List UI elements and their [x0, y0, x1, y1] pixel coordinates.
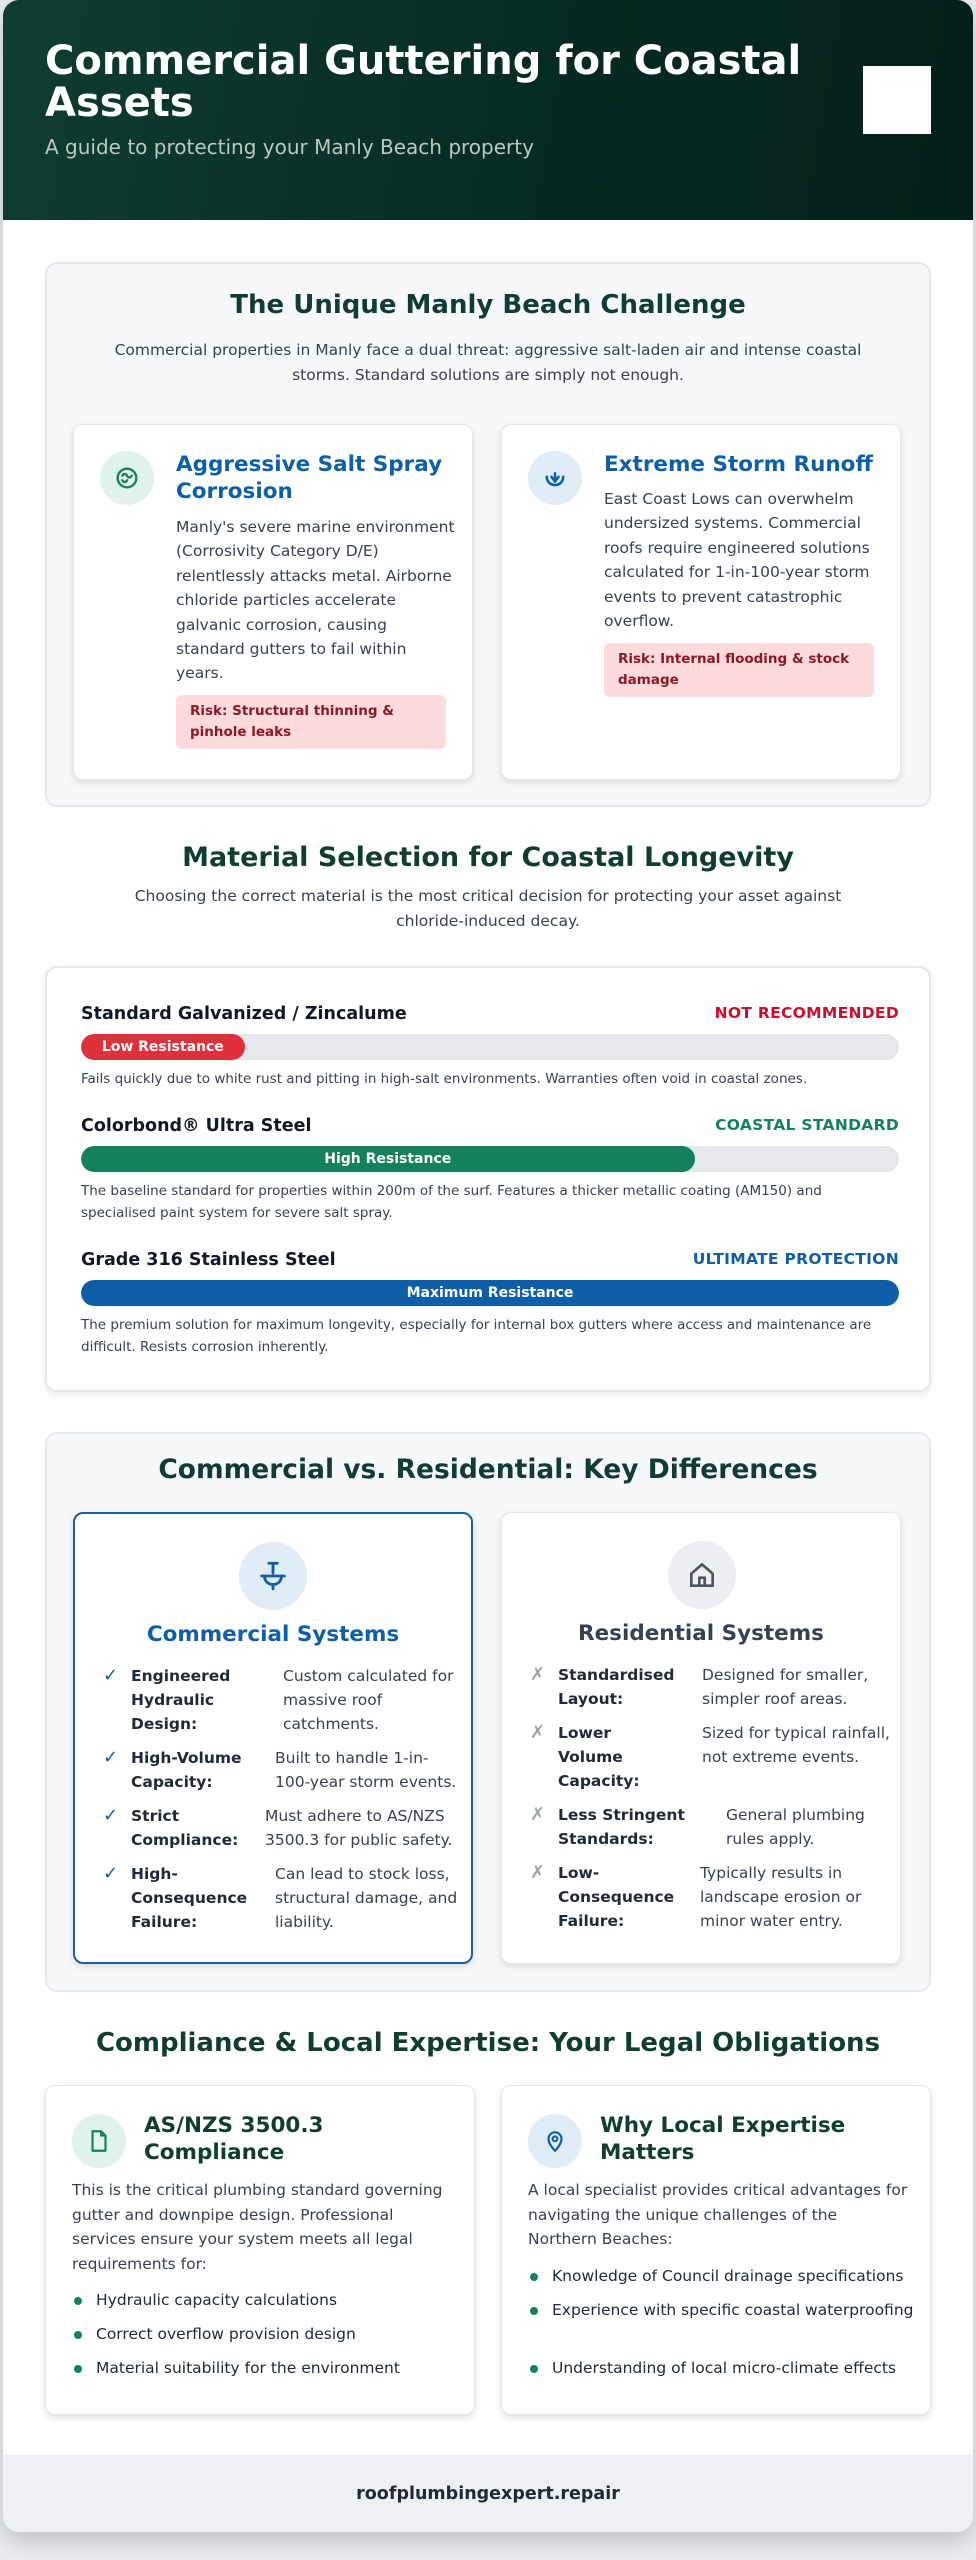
row-label: High-Consequence Failure:	[131, 1865, 248, 1931]
row-label: Engineered Hydraulic Design:	[131, 1667, 231, 1733]
residential-card: Residential Systems ✗ Standardised Layout: Designed for smaller, simpler roof areas. ✗ Lower Volume Capacity: Sized for typical rainfall, not extreme events. ✗ Less Stringent Standards: General plumbing rules apply. ✗ Low-Consequence Failure: Typically results in landscape erosion or minor water entry.	[501, 1512, 901, 1964]
row-label: Low-Consequence Failure:	[558, 1864, 675, 1930]
risk-badge: Risk: Internal flooding & stock damage	[604, 643, 874, 697]
list-item: Hydraulic capacity calculations	[72, 2288, 468, 2313]
row-value: Built to handle 1-in-100-year storm events.	[275, 1749, 457, 1791]
material-desc: The premium solution for maximum longevity, especially for internal box gutters where access and maintenance are difficult. Resists corrosion inherently.	[81, 1317, 872, 1355]
resistance-bar	[81, 1280, 899, 1306]
material-name: Grade 316 Stainless Steel	[81, 1250, 336, 1270]
challenge-card-body: East Coast Lows can overwhelm undersized systems. Commercial roofs require engineered solutions calculated for 1-in-100-year storm events to prevent catastrophic overflow.	[604, 490, 870, 631]
risk-badge: Risk: Structural thinning & pinhole leaks	[176, 695, 446, 749]
row-label: High-Volume Capacity:	[131, 1749, 242, 1791]
list-item: Correct overflow provision design	[72, 2322, 468, 2347]
salt-spray-icon	[100, 451, 154, 505]
commercial-title: Commercial Systems	[146, 1622, 400, 1647]
row-value: Designed for smaller, simpler roof areas.	[702, 1666, 869, 1708]
row-label: Standardised Layout:	[558, 1666, 675, 1708]
row-label: Lower Volume Capacity:	[558, 1724, 640, 1790]
comparison-title: Commercial vs. Residential: Key Differences	[158, 1454, 818, 1485]
resistance-bar-fill: Maximum Resistance	[81, 1280, 899, 1306]
hero-header	[3, 0, 973, 220]
compliance-card-body: A local specialist provides critical advantages for navigating the unique challenges of the Northern Beaches:	[528, 2181, 908, 2248]
footer-site-link[interactable]: roofplumbingexpert.repair	[356, 2483, 620, 2504]
list-item: Knowledge of Council drainage specifications	[528, 2264, 924, 2289]
map-pin-icon	[528, 2114, 582, 2168]
page-subtitle: A guide to protecting your Manly Beach property	[45, 134, 534, 159]
challenge-card-salt	[73, 424, 473, 780]
residential-title: Residential Systems	[578, 1621, 824, 1646]
resistance-bar	[81, 1034, 899, 1060]
material-item	[81, 1116, 899, 1224]
resistance-bar-fill: Low Resistance	[81, 1034, 245, 1060]
row-value: Must adhere to AS/NZS 3500.3 for public safety.	[265, 1807, 453, 1849]
material-item	[81, 1004, 899, 1090]
material-tag: NOT RECOMMENDED	[714, 1004, 899, 1022]
material-desc: Fails quickly due to white rust and pitting in high-salt environments. Warranties often void in coastal zones.	[81, 1071, 808, 1087]
document-icon	[72, 2114, 126, 2168]
challenge-section	[45, 262, 931, 807]
row-value: Can lead to stock loss, structural damage, and liability.	[275, 1865, 458, 1931]
resistance-bar-fill: High Resistance	[81, 1146, 695, 1172]
valve-icon	[239, 1542, 307, 1610]
compliance-card-title: AS/NZS 3500.3 Compliance	[144, 2113, 324, 2165]
commercial-card: Commercial Systems ✓ Engineered Hydraulic Design: Custom calculated for massive roof catchments. ✓ High-Volume Capacity: Built to handle 1-in-100-year storm events. ✓ Strict Compliance: Must adhere to AS/NZS 3500.3 for public safety. ✓ High-Consequence Failure: Can lead to stock loss, structural damage, and liability.	[73, 1512, 473, 1964]
row-label: Less Stringent Standards:	[558, 1806, 685, 1848]
row-value: Custom calculated for massive roof catchments.	[283, 1667, 454, 1733]
page-title: Commercial Guttering for Coastal Assets	[45, 38, 802, 127]
material-name: Standard Galvanized / Zincalume	[81, 1004, 407, 1024]
compliance-card-body: This is the critical plumbing standard governing gutter and downpipe design. Professional services ensure your system meets all legal requirements for:	[72, 2181, 443, 2273]
resistance-bar	[81, 1146, 899, 1172]
challenge-card-title: Extreme Storm Runoff	[604, 452, 873, 477]
material-tag: COASTAL STANDARD	[715, 1116, 899, 1134]
material-desc: The baseline standard for properties within 200m of the surf. Features a thicker metallic coating (AM150) and specialised paint system for severe salt spray.	[81, 1183, 822, 1221]
infographic-page	[3, 0, 973, 2532]
materials-title: Material Selection for Coastal Longevity	[182, 842, 794, 873]
compliance-card	[45, 2085, 475, 2415]
material-item	[81, 1250, 899, 1358]
material-tag: ULTIMATE PROTECTION	[692, 1250, 899, 1268]
row-label: Strict Compliance:	[131, 1807, 239, 1849]
materials-card	[45, 966, 931, 1392]
row-value: General plumbing rules apply.	[726, 1806, 865, 1848]
list-item: Understanding of local micro-climate effects	[528, 2356, 924, 2381]
list-item: Experience with specific coastal waterproofing	[528, 2298, 924, 2323]
challenge-intro: Commercial properties in Manly face a dual threat: aggressive salt-laden air and intense coastal storms. Standard solutions are simply not enough.	[114, 341, 862, 384]
row-value: Typically results in landscape erosion or minor water entry.	[700, 1864, 862, 1930]
house-icon	[668, 1541, 736, 1609]
logo-placeholder	[863, 66, 931, 134]
challenge-card-storm	[501, 424, 901, 780]
compliance-card	[501, 2085, 931, 2415]
compliance-card-title: Why Local Expertise Matters	[600, 2113, 846, 2165]
materials-intro: Choosing the correct material is the most critical decision for protecting your asset against chloride-induced decay.	[134, 887, 842, 930]
list-item: Material suitability for the environment	[72, 2356, 468, 2381]
challenge-title: The Unique Manly Beach Challenge	[230, 290, 746, 320]
compliance-title: Compliance & Local Expertise: Your Legal Obligations	[95, 2028, 881, 2058]
storm-runoff-icon	[528, 451, 582, 505]
footer	[3, 2455, 973, 2532]
challenge-card-body: Manly's severe marine environment (Corrosivity Category D/E) relentlessly attacks metal. Airborne chloride particles accelerate galvanic corrosion, causing standard gutters to fail within years.	[176, 518, 455, 683]
row-value: Sized for typical rainfall, not extreme events.	[702, 1724, 890, 1766]
material-name: Colorbond® Ultra Steel	[81, 1116, 312, 1136]
challenge-card-title: Aggressive Salt Spray Corrosion	[176, 452, 443, 504]
comparison-section	[45, 1432, 931, 1992]
